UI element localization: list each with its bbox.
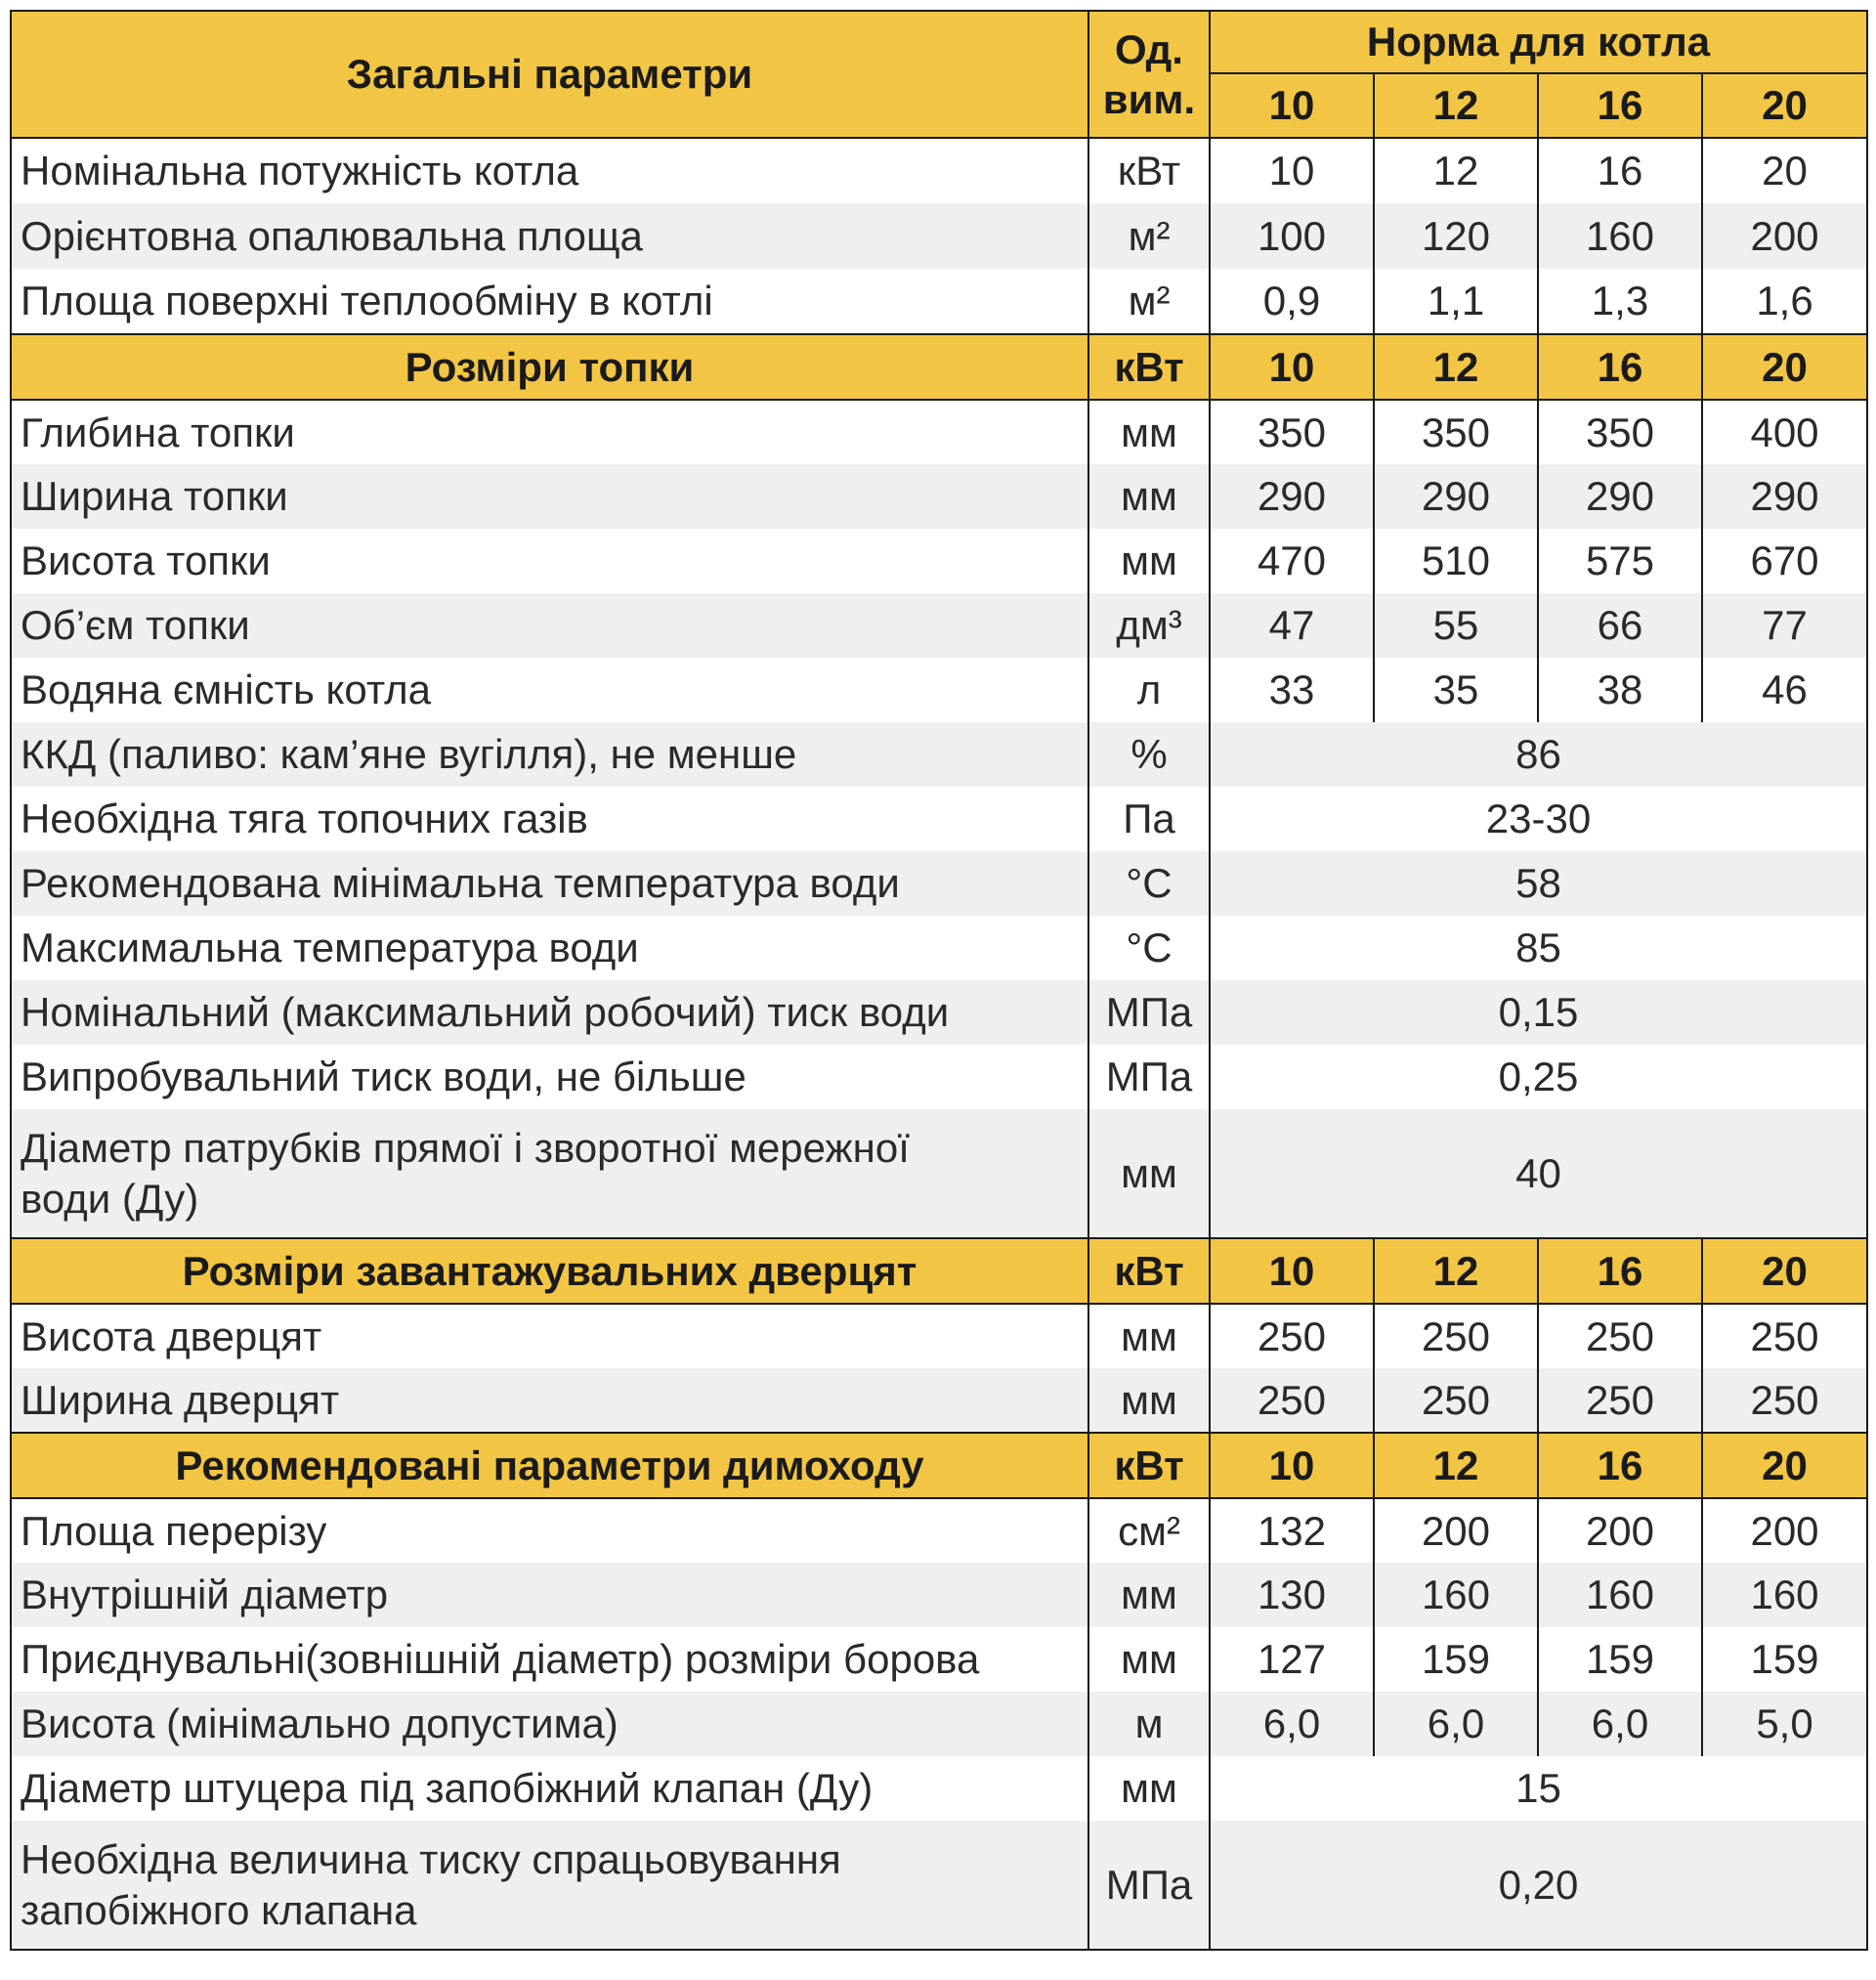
param-unit: дм³ [1088,593,1210,658]
param-value: 470 [1210,529,1374,593]
param-value: 200 [1538,1498,1702,1563]
param-value: 130 [1210,1563,1374,1627]
param-value: 47 [1210,593,1374,658]
param-value-merged: 23-30 [1210,787,1867,851]
param-value: 250 [1538,1368,1702,1433]
param-value: 1,3 [1538,269,1702,334]
param-value: 250 [1374,1304,1538,1368]
table-row [11,464,1867,529]
param-value: 200 [1702,203,1867,269]
table-row [11,658,1867,722]
model-header: 16 [1538,73,1702,138]
param-name: Висота дверцят [11,1304,1088,1368]
param-value: 250 [1210,1368,1374,1433]
param-value: 100 [1210,203,1374,269]
table-row [11,1304,1867,1368]
param-value: 290 [1702,464,1867,529]
table-row [11,1045,1867,1109]
param-name: Діаметр штуцера під запобіжний клапан (Ду) [11,1756,1088,1821]
param-value: 1,1 [1374,269,1538,334]
section-unit: кВт [1088,334,1210,400]
model-header: 20 [1702,1238,1867,1304]
model-header: 20 [1702,334,1867,400]
param-value: 38 [1538,658,1702,722]
param-value: 350 [1210,400,1374,464]
table-row [11,529,1867,593]
section-title: Рекомендовані параметри димоходу [11,1433,1088,1498]
param-unit: % [1088,722,1210,787]
param-value: 290 [1210,464,1374,529]
param-name: Об’єм топки [11,593,1088,658]
param-value: 12 [1374,138,1538,203]
param-name: Необхідна тяга топочних газів [11,787,1088,851]
param-value: 6,0 [1210,1692,1374,1756]
section-unit: кВт [1088,1238,1210,1304]
param-value: 250 [1702,1304,1867,1368]
param-name: Орієнтовна опалювальна площа [11,203,1088,269]
param-value: 160 [1374,1563,1538,1627]
param-unit: см² [1088,1498,1210,1563]
param-unit: °С [1088,851,1210,916]
param-unit: мм [1088,1368,1210,1433]
param-value: 160 [1538,203,1702,269]
param-value: 159 [1702,1627,1867,1692]
section-header-row [11,334,1867,400]
param-value: 510 [1374,529,1538,593]
param-value: 132 [1210,1498,1374,1563]
param-name [11,1821,1088,1950]
param-value-merged: 0,15 [1210,980,1867,1045]
param-unit: мм [1088,529,1210,593]
table-row [11,203,1867,269]
param-value: 120 [1374,203,1538,269]
param-name [11,1109,1088,1238]
model-header: 20 [1702,73,1867,138]
table-row [11,400,1867,464]
param-value: 250 [1538,1304,1702,1368]
param-value-merged: 85 [1210,916,1867,980]
param-unit: м² [1088,269,1210,334]
param-value: 575 [1538,529,1702,593]
param-value-merged: 0,25 [1210,1045,1867,1109]
unit-header-line2: вим. [1102,76,1196,122]
param-name: Водяна ємність котла [11,658,1088,722]
table-row [11,269,1867,334]
table-row [11,1756,1867,1821]
param-value: 350 [1538,400,1702,464]
param-value: 160 [1538,1563,1702,1627]
param-unit: м [1088,1692,1210,1756]
table-row [11,787,1867,851]
param-unit: мм [1088,1563,1210,1627]
param-value-merged: 0,20 [1210,1821,1867,1950]
model-header: 20 [1702,1433,1867,1498]
table-row [11,916,1867,980]
param-name-line1: Діаметр патрубків прямої і зворотної мережної [21,1125,910,1172]
param-name: Максимальна температура води [11,916,1088,980]
model-header: 12 [1374,73,1538,138]
param-name: Номінальна потужність котла [11,138,1088,203]
param-value: 33 [1210,658,1374,722]
model-header: 12 [1374,1433,1538,1498]
section-unit: кВт [1088,1433,1210,1498]
param-value: 46 [1702,658,1867,722]
param-name-line2: запобіжного клапана [21,1886,417,1933]
param-value: 200 [1702,1498,1867,1563]
param-name: Висота (мінімально допустима) [11,1692,1088,1756]
param-name: Глибина топки [11,400,1088,464]
param-value: 290 [1538,464,1702,529]
param-name-line1: Необхідна величина тиску спрацьовування [21,1836,841,1883]
param-unit: Па [1088,787,1210,851]
param-unit: мм [1088,1756,1210,1821]
param-unit: МПа [1088,1045,1210,1109]
param-value-merged: 86 [1210,722,1867,787]
param-value: 55 [1374,593,1538,658]
param-name: Ширина топки [11,464,1088,529]
section-header-row [11,1433,1867,1498]
model-header: 10 [1210,1238,1374,1304]
param-unit: МПа [1088,1821,1210,1950]
param-name: Рекомендована мінімальна температура води [11,851,1088,916]
param-unit: МПа [1088,980,1210,1045]
param-value: 159 [1374,1627,1538,1692]
param-value: 5,0 [1702,1692,1867,1756]
param-unit: л [1088,658,1210,722]
param-value: 250 [1374,1368,1538,1433]
table-row [11,1627,1867,1692]
table-row [11,1821,1867,1950]
model-header: 10 [1210,1433,1374,1498]
unit-header [1088,11,1210,138]
model-header: 12 [1374,1238,1538,1304]
param-value: 400 [1702,400,1867,464]
param-value: 670 [1702,529,1867,593]
param-name: Приєднувальні(зовнішній діаметр) розміри борова [11,1627,1088,1692]
param-value: 16 [1538,138,1702,203]
param-name: Площа поверхні теплообміну в котлі [11,269,1088,334]
table-row [11,1109,1867,1238]
table-row [11,593,1867,658]
param-value: 77 [1702,593,1867,658]
param-unit: мм [1088,1304,1210,1368]
param-value: 35 [1374,658,1538,722]
model-header: 16 [1538,1238,1702,1304]
param-value: 250 [1210,1304,1374,1368]
param-value: 127 [1210,1627,1374,1692]
param-value: 1,6 [1702,269,1867,334]
model-header: 10 [1210,334,1374,400]
table-row [11,980,1867,1045]
param-name: Випробувальний тиск води, не більше [11,1045,1088,1109]
param-value: 250 [1702,1368,1867,1433]
norm-header: Норма для котла [1210,11,1867,73]
param-value: 66 [1538,593,1702,658]
param-unit: мм [1088,1109,1210,1238]
param-value: 10 [1210,138,1374,203]
param-value: 20 [1702,138,1867,203]
param-value-merged: 15 [1210,1756,1867,1821]
param-value: 350 [1374,400,1538,464]
param-value-merged: 40 [1210,1109,1867,1238]
param-name: Ширина дверцят [11,1368,1088,1433]
param-value: 290 [1374,464,1538,529]
table-row [11,851,1867,916]
param-value: 200 [1374,1498,1538,1563]
param-unit: °С [1088,916,1210,980]
param-name-line2: води (Ду) [21,1175,199,1222]
param-value: 159 [1538,1627,1702,1692]
param-value: 6,0 [1374,1692,1538,1756]
table-row [11,1498,1867,1563]
section-title: Розміри топки [11,334,1088,400]
section-title: Розміри завантажувальних дверцят [11,1238,1088,1304]
model-header: 16 [1538,1433,1702,1498]
unit-header-line1: Од. [1115,25,1183,72]
param-name: Номінальний (максимальний робочий) тиск води [11,980,1088,1045]
param-unit: м² [1088,203,1210,269]
param-name: Площа перерізу [11,1498,1088,1563]
table-row [11,1368,1867,1433]
param-value: 0,9 [1210,269,1374,334]
param-name: ККД (паливо: кам’яне вугілля), не менше [11,722,1088,787]
model-header: 12 [1374,334,1538,400]
param-unit: мм [1088,1627,1210,1692]
param-unit: мм [1088,400,1210,464]
table-row [11,1563,1867,1627]
general-params-header: Загальні параметри [11,11,1088,138]
section-header-row [11,1238,1867,1304]
param-name: Внутрішній діаметр [11,1563,1088,1627]
param-unit: кВт [1088,138,1210,203]
table-row [11,138,1867,203]
table-header-row [11,11,1867,73]
param-name: Висота топки [11,529,1088,593]
param-unit: мм [1088,464,1210,529]
table-row [11,722,1867,787]
param-value-merged: 58 [1210,851,1867,916]
model-header: 10 [1210,73,1374,138]
model-header: 16 [1538,334,1702,400]
param-value: 160 [1702,1563,1867,1627]
boiler-spec-table [10,10,1868,1951]
table-row [11,1692,1867,1756]
param-value: 6,0 [1538,1692,1702,1756]
